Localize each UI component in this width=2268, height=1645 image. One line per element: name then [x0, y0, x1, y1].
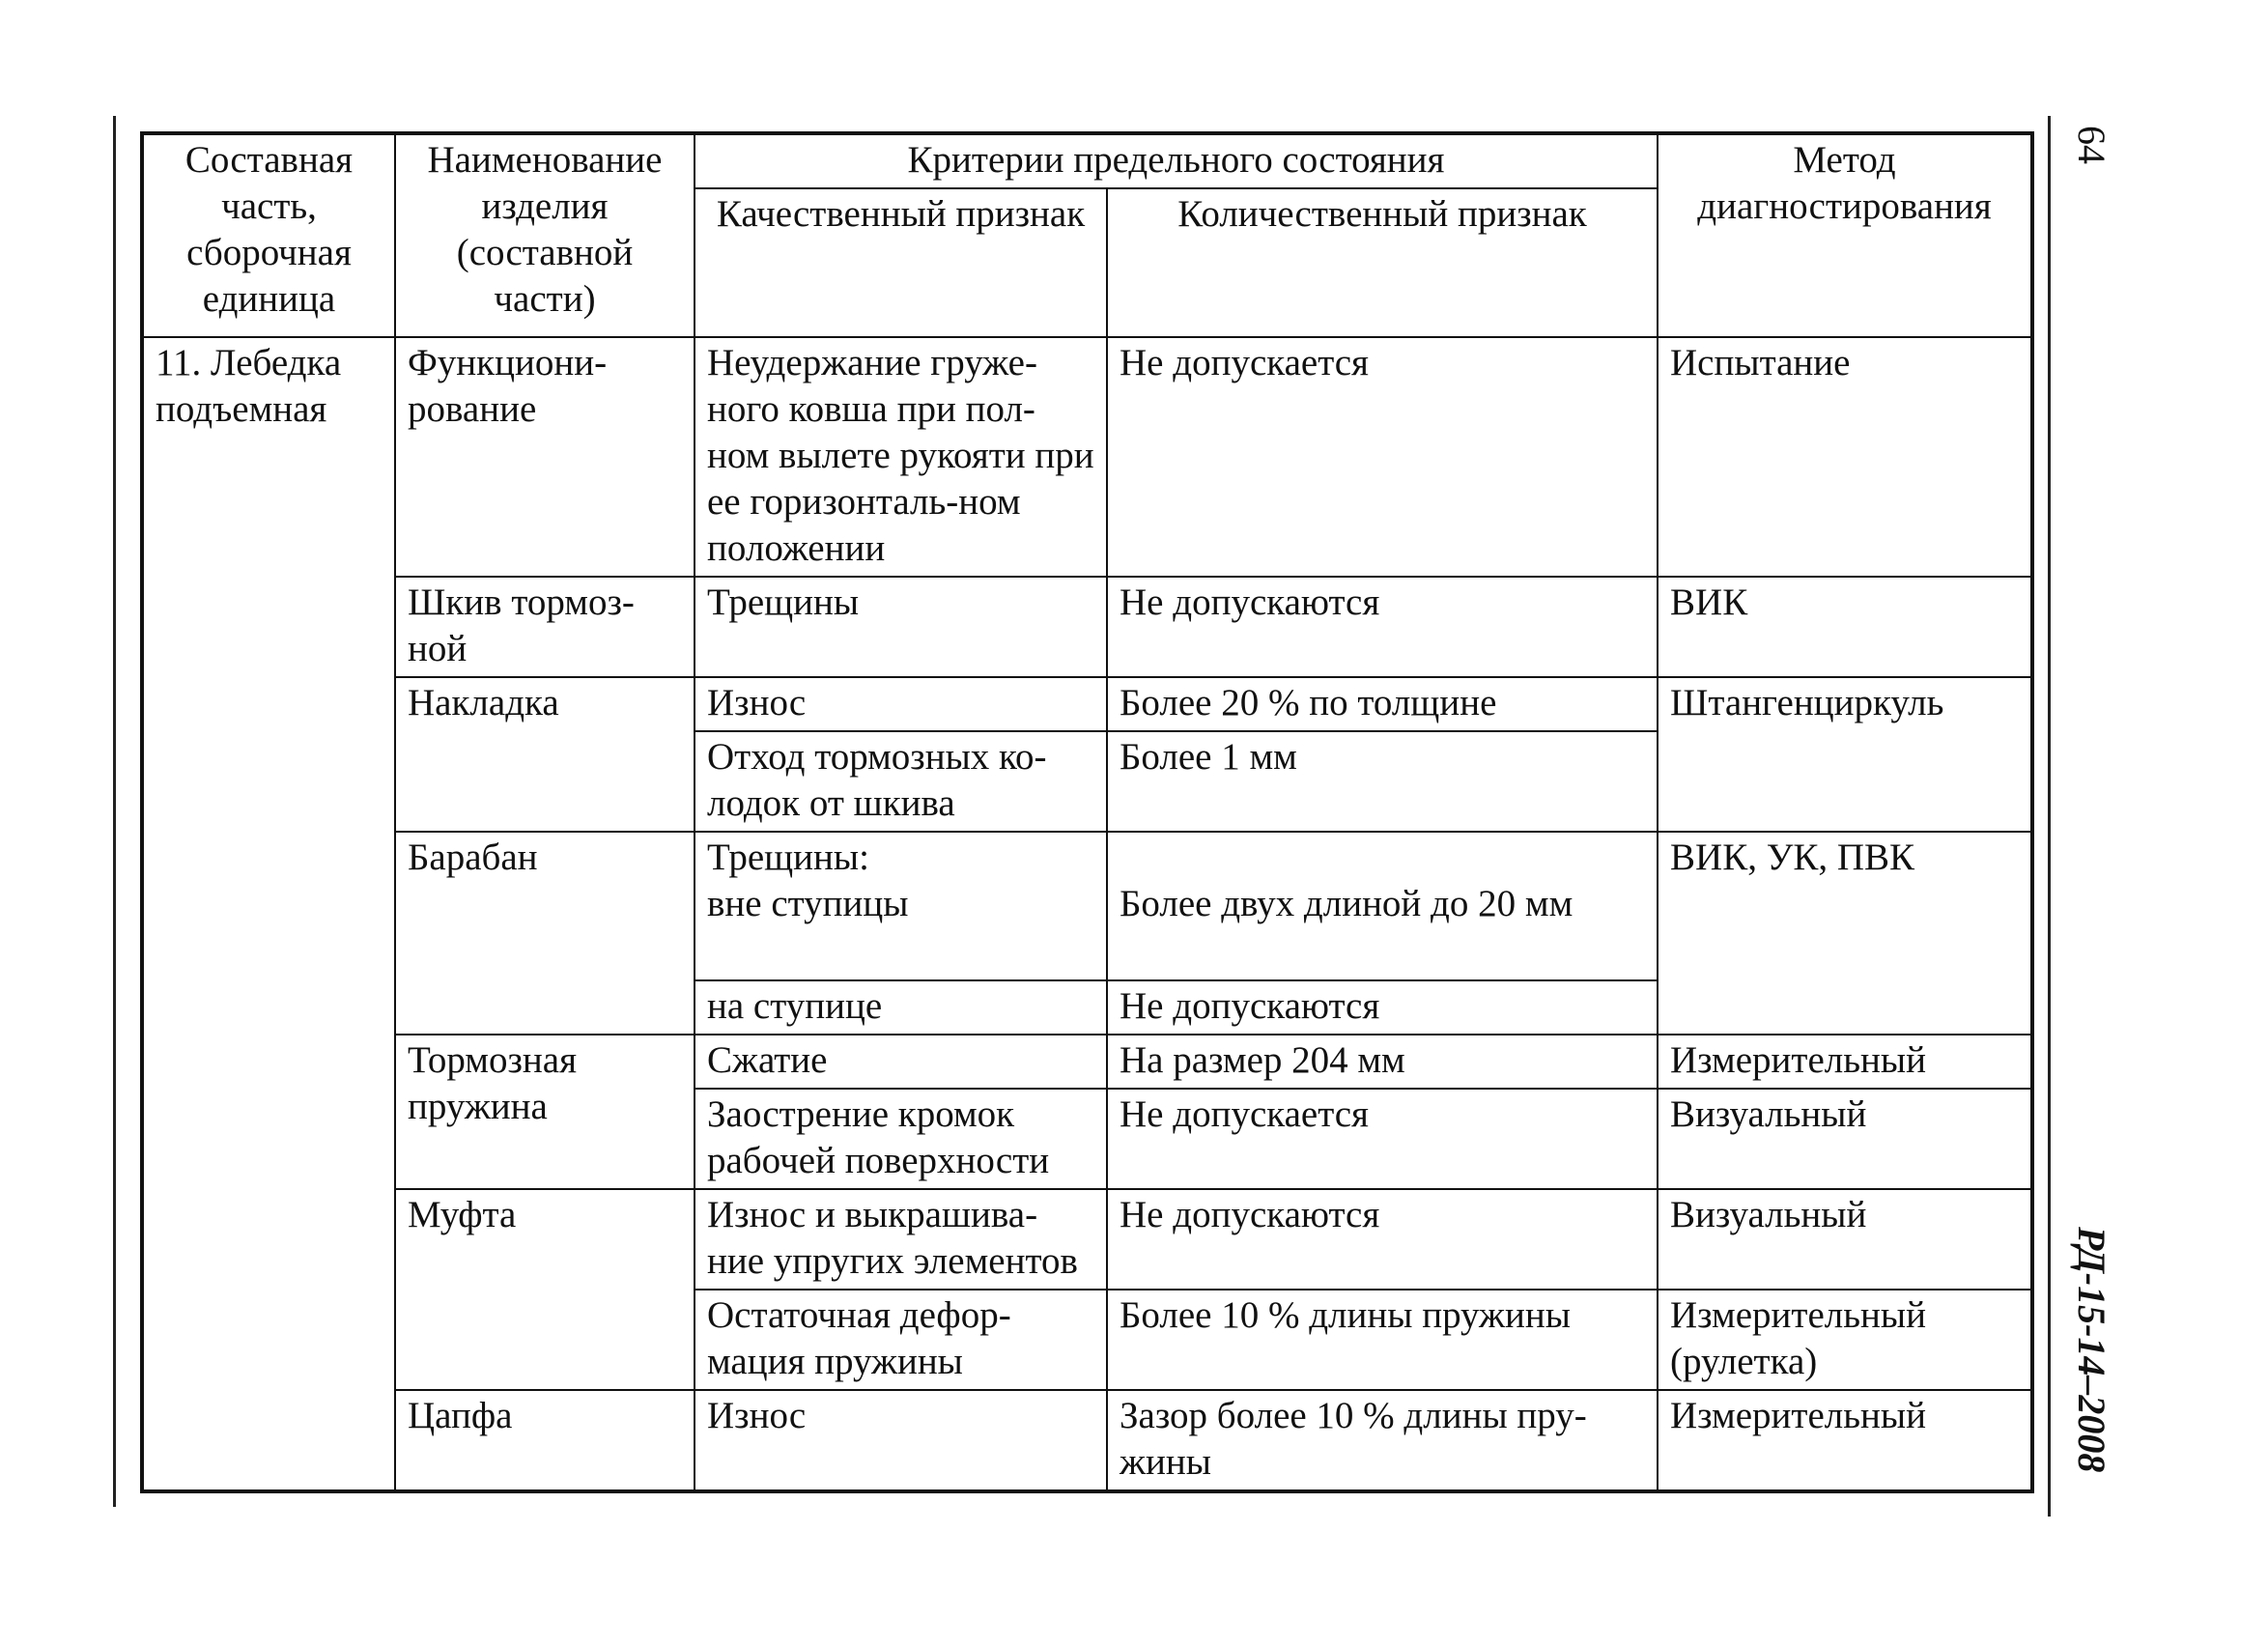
qualitative-cell: Износ	[695, 677, 1107, 731]
table-row	[142, 577, 2032, 677]
page-number: 64	[2070, 126, 2113, 164]
quantitative-cell: Не допускаются	[1107, 980, 1658, 1035]
quantitative-cell: Не допускается	[1107, 1089, 1658, 1189]
quantitative-cell: Не допускаются	[1107, 1189, 1658, 1290]
item-cell: Муфта	[395, 1189, 695, 1390]
method-cell: ВИК	[1658, 577, 2032, 677]
header-item-name: Наименование изделия (составной части)	[395, 133, 695, 337]
quantitative-cell: Не допускается	[1107, 337, 1658, 577]
right-margin-rule	[2048, 116, 2051, 1517]
item-cell: Барабан	[395, 832, 695, 1035]
qualitative-cell: на ступице	[695, 980, 1107, 1035]
unit-cell: 11. Лебедка подъемная	[142, 337, 395, 1491]
table-row	[142, 677, 2032, 731]
quantitative-cell: Более 10 % длины пружины	[1107, 1290, 1658, 1390]
item-cell: Цапфа	[395, 1390, 695, 1491]
header-component: Составная часть, сборочная единица	[142, 133, 395, 337]
method-cell: ВИК, УК, ПВК	[1658, 832, 2032, 1035]
method-cell: Испытание	[1658, 337, 2032, 577]
header-method: Метод диагностирования	[1658, 133, 2032, 337]
header-row	[142, 133, 2032, 188]
item-cell: Накладка	[395, 677, 695, 832]
quantitative-cell: Зазор более 10 % длины пру-жины	[1107, 1390, 1658, 1491]
method-cell: Измерительный	[1658, 1390, 2032, 1491]
quantitative-cell: Не допускаются	[1107, 577, 1658, 677]
method-cell: Визуальный	[1658, 1189, 2032, 1290]
method-cell: Штангенциркуль	[1658, 677, 2032, 832]
qualitative-cell: Неудержание груже-ного ковша при пол-ном вылете рукояти при ее горизонталь-ном положении	[695, 337, 1107, 577]
table-row	[142, 832, 2032, 980]
header-criteria: Критерии предельного состояния	[695, 133, 1658, 188]
method-cell: Визуальный	[1658, 1089, 2032, 1189]
item-cell: Функциони-рование	[395, 337, 695, 577]
qualitative-cell: Сжатие	[695, 1035, 1107, 1089]
quantitative-cell: Более двух длиной до 20 мм	[1107, 832, 1658, 980]
document-code: РД-15-14–2008	[2070, 1227, 2113, 1473]
table-row	[142, 337, 2032, 577]
table-row	[142, 1035, 2032, 1089]
criteria-table	[140, 131, 2034, 1493]
qualitative-cell: Износ	[695, 1390, 1107, 1491]
qualitative-cell: Отход тормозных ко-лодок от шкива	[695, 731, 1107, 832]
header-qualitative: Качественный признак	[695, 188, 1107, 337]
table-row	[142, 1390, 2032, 1491]
header-quantitative: Количественный признак	[1107, 188, 1658, 337]
qualitative-sub: вне ступицы	[707, 883, 909, 924]
qualitative-cell: Износ и выкрашива-ние упругих элементов	[695, 1189, 1107, 1290]
method-cell: Измерительный (рулетка)	[1658, 1290, 2032, 1390]
method-cell: Измерительный	[1658, 1035, 2032, 1089]
qualitative-cell: Заострение кромок рабочей поверхности	[695, 1089, 1107, 1189]
quantitative-cell: Более 1 мм	[1107, 731, 1658, 832]
table-row	[142, 1189, 2032, 1290]
quantitative-cell: На размер 204 мм	[1107, 1035, 1658, 1089]
item-cell: Тормозная пружина	[395, 1035, 695, 1189]
item-cell: Шкив тормоз-ной	[395, 577, 695, 677]
qualitative-heading: Трещины:	[707, 837, 869, 878]
qualitative-cell: Остаточная дефор-мация пружины	[695, 1290, 1107, 1390]
qualitative-cell: Трещины	[695, 577, 1107, 677]
left-margin-rule	[113, 116, 116, 1507]
qualitative-cell	[695, 832, 1107, 980]
quantitative-cell: Более 20 % по толщине	[1107, 677, 1658, 731]
